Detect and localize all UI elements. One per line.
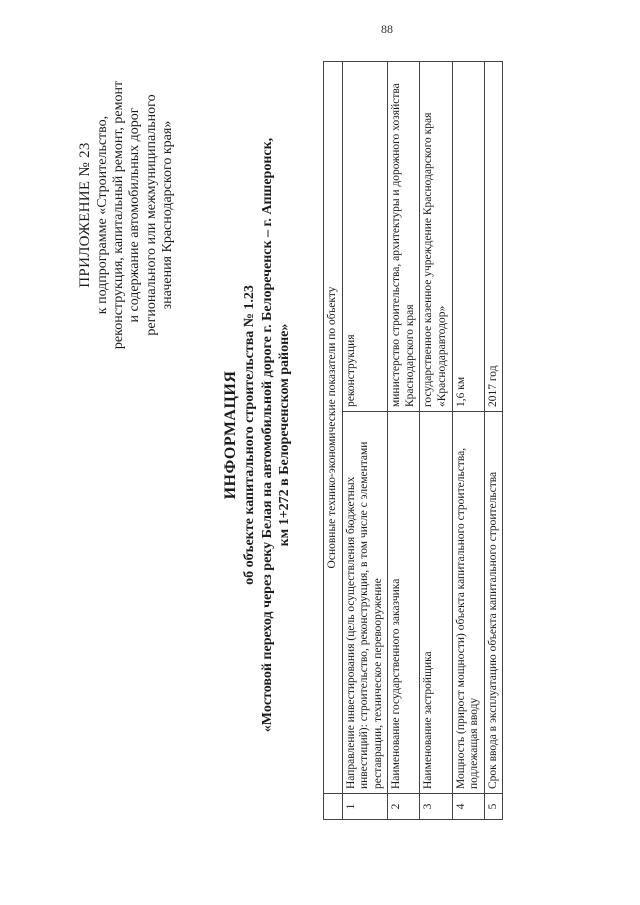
table-row xyxy=(484,62,503,820)
table-header-num-cell xyxy=(324,794,343,820)
rotated-landscape-content xyxy=(75,60,565,820)
tech-indicators-table xyxy=(323,61,503,820)
row-label: Мощность (прирост мощности) объекта капитального строительства, подлежащая вводу xyxy=(452,412,484,794)
row-value: 1,6 км xyxy=(452,62,484,412)
row-label: Срок ввода в эксплуатацию объекта капитального строительства xyxy=(484,412,503,794)
row-value: государственное казенное учреждение Краснодарского края «Краснодаравтодор» xyxy=(420,62,452,412)
row-label: Направление инвестирования (цель осуществления бюджетных инвестиций): строительство, реконструкция, в том числе с элементами реставрации, техническое перевооружение xyxy=(342,412,388,794)
row-value: министерство строительства, архитектуры и дорожного хозяйства Краснодарского края xyxy=(388,62,420,412)
table-header-row xyxy=(324,62,343,820)
appendix-title: ПРИЛОЖЕНИЕ № 23 xyxy=(77,142,93,288)
info-subtitle-line: км 1+272 в Белореченском районе» xyxy=(277,323,292,547)
row-number: 5 xyxy=(484,794,503,820)
row-label: Наименование государственного заказчика xyxy=(388,412,420,794)
row-number: 2 xyxy=(388,794,420,820)
appendix-line: регионального или межмуниципального xyxy=(143,94,159,336)
appendix-line: значения Краснодарского края» xyxy=(159,120,175,310)
row-number: 1 xyxy=(342,794,388,820)
row-number: 3 xyxy=(420,794,452,820)
appendix-line: к подпрограмме «Строительство, xyxy=(95,115,111,315)
row-value: реконструкция xyxy=(342,62,388,412)
table-row xyxy=(420,62,452,820)
table-row xyxy=(342,62,388,820)
row-number: 4 xyxy=(452,794,484,820)
page-number: 88 xyxy=(381,22,393,36)
appendix-line: и содержание автомобильных дорог xyxy=(127,107,143,323)
table-row xyxy=(452,62,484,820)
row-value: 2017 год xyxy=(484,62,503,412)
info-block xyxy=(221,90,294,780)
appendix-block xyxy=(77,65,176,365)
table-header: Основные технико-экономические показатели по объекту xyxy=(324,62,343,794)
appendix-line: реконструкция, капитальный ремонт, ремонт xyxy=(111,80,127,350)
info-title: ИНФОРМАЦИЯ xyxy=(222,370,239,500)
info-subtitle-line: «Мостовой переход через реку Белая на автомобильной дороге г. Белореченск – г. Апшеронск, xyxy=(259,137,275,733)
table-row xyxy=(388,62,420,820)
info-subtitle-line: об объекте капитального строительства № 1.23 xyxy=(242,285,257,585)
row-label: Наименование застройщика xyxy=(420,412,452,794)
